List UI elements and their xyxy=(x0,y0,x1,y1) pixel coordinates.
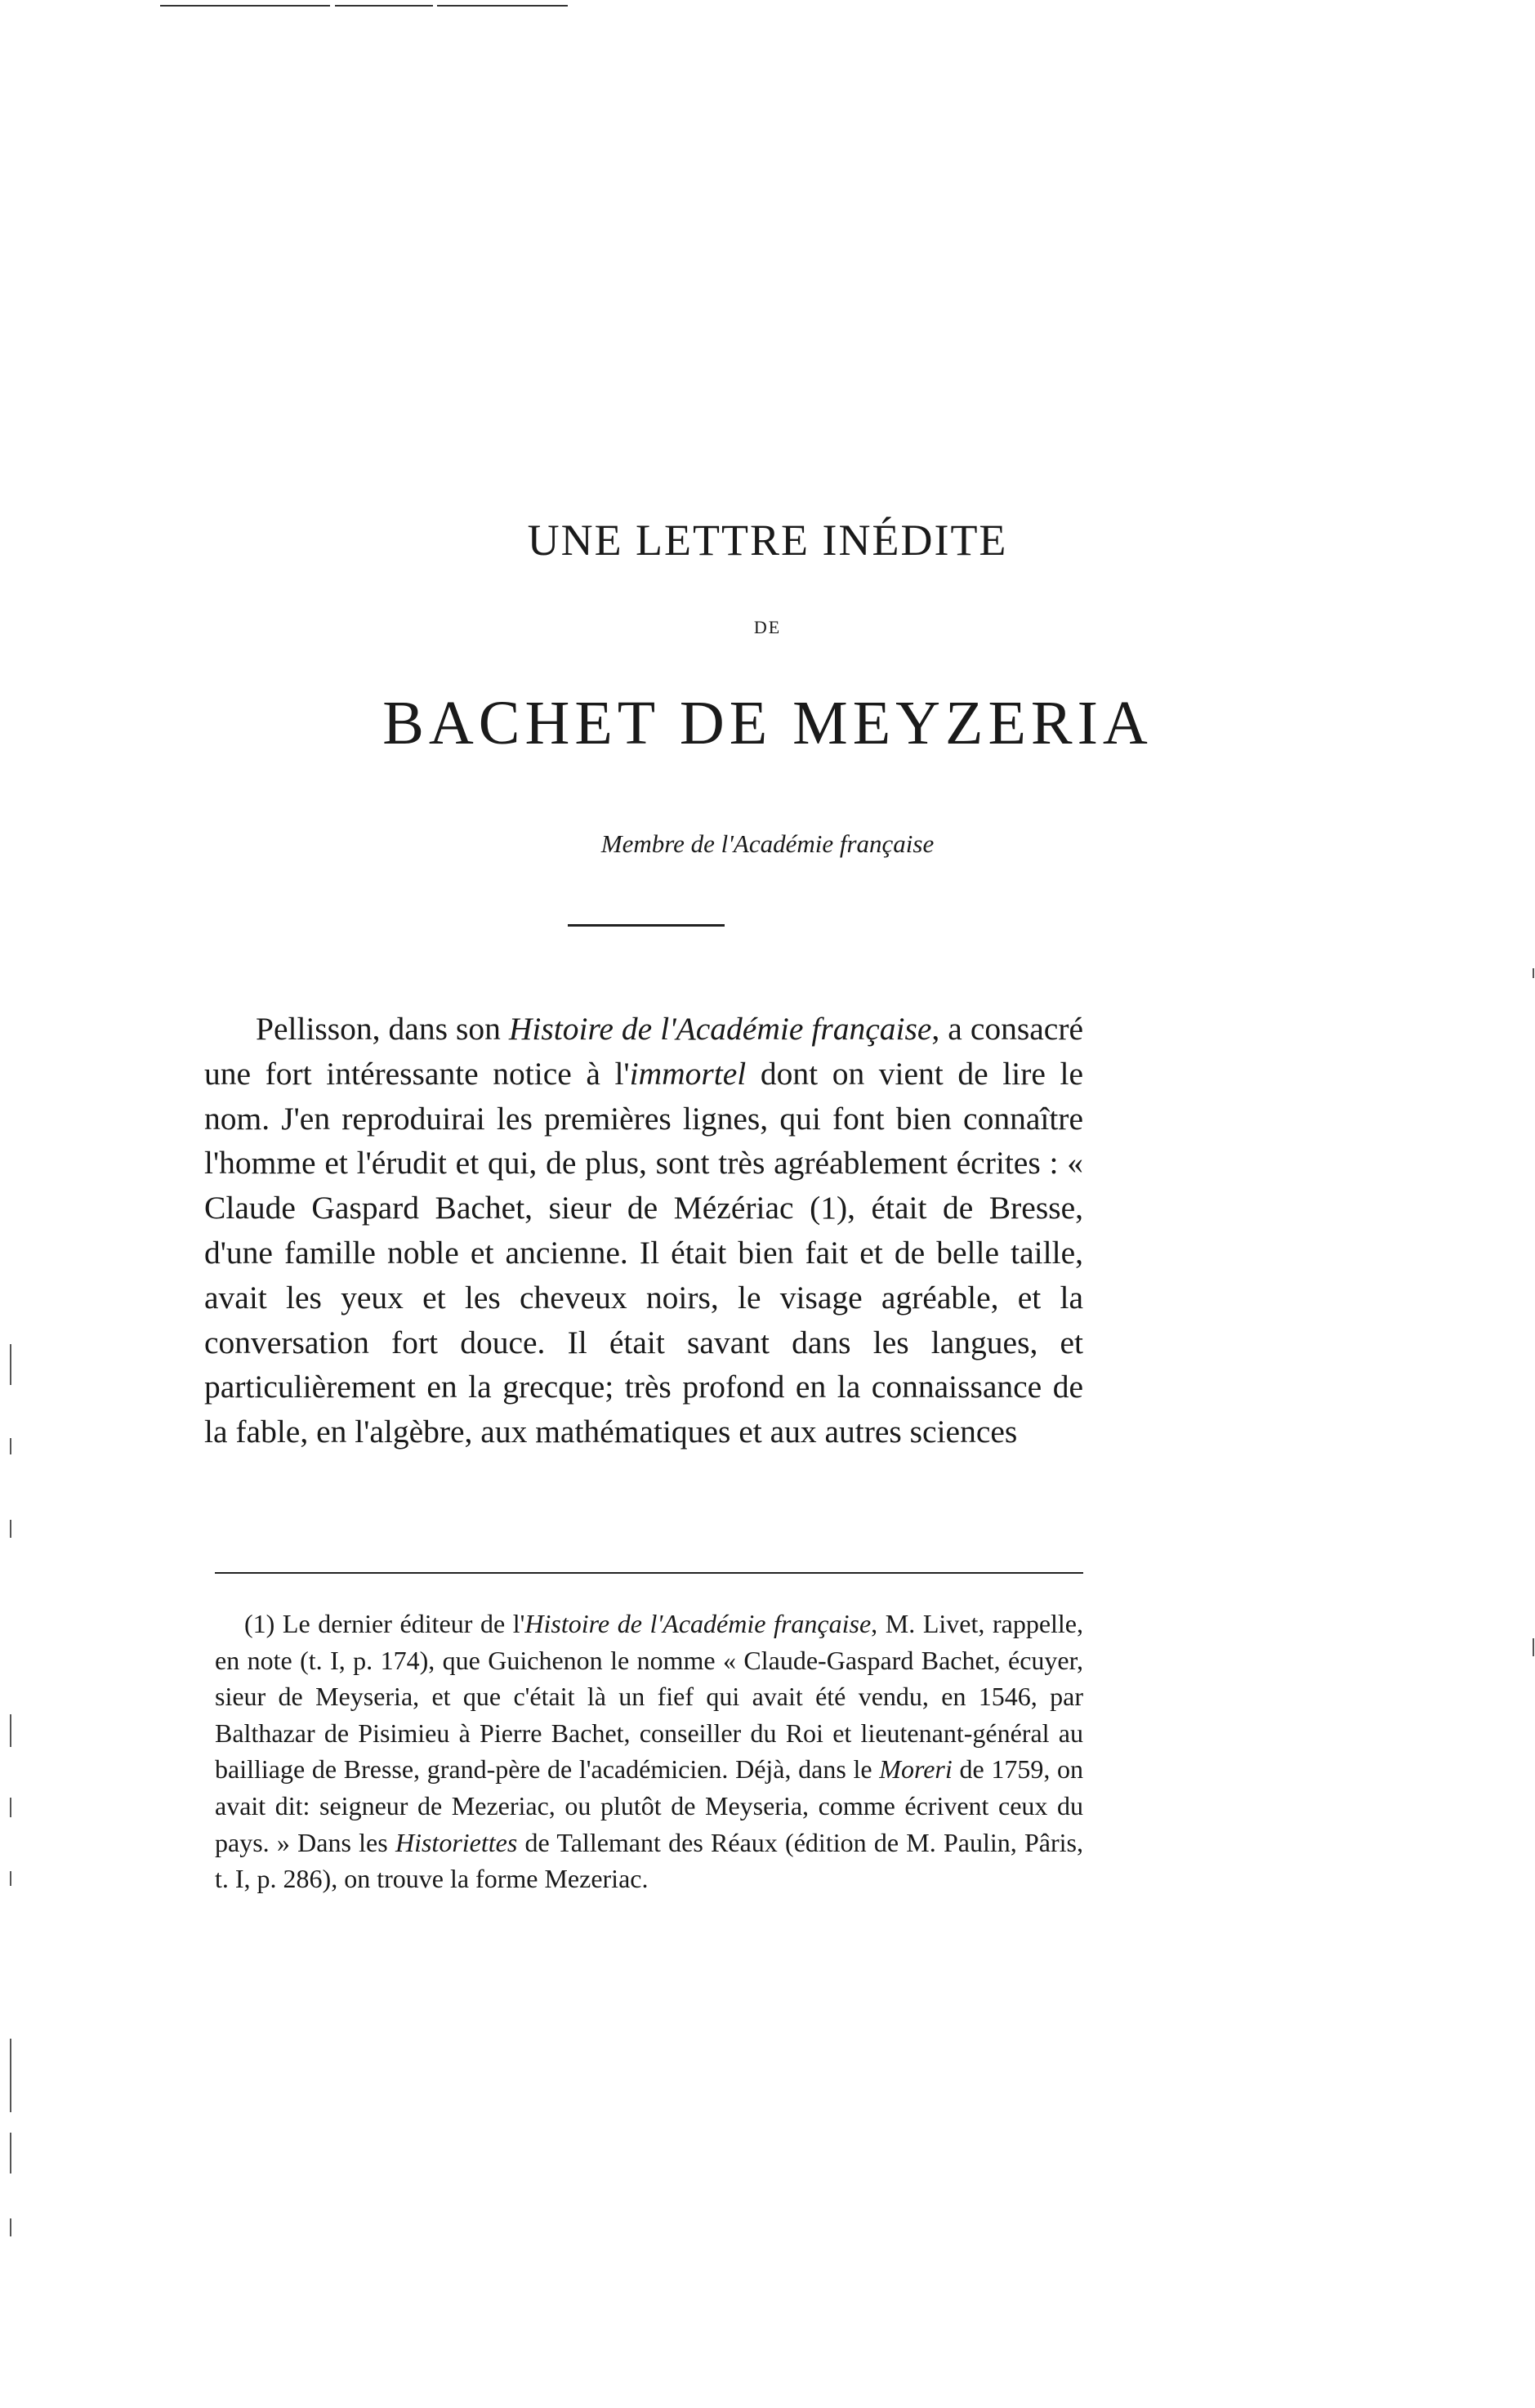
scan-edge-mark xyxy=(1533,1638,1534,1656)
scan-edge-mark xyxy=(10,2133,11,2173)
scan-edge-mark xyxy=(1533,968,1534,978)
scan-edge-mark xyxy=(10,1798,11,1817)
scan-edge-mark xyxy=(10,1871,11,1886)
top-edge-rule xyxy=(335,5,433,7)
book-title-italic: Historiettes xyxy=(395,1827,518,1857)
footnote-rule xyxy=(215,1572,1083,1574)
scan-edge-mark xyxy=(10,1714,11,1747)
scan-edge-mark xyxy=(10,1438,11,1454)
body-text-run: Pellisson, dans son xyxy=(256,1011,509,1047)
footnote-text-run: de 1759, on avait dit: seigneur de Mezeriac, ou plutôt de Meyseria, comme écrivent ceux du pays. » Dans les xyxy=(215,1754,1084,1857)
scan-edge-mark xyxy=(10,1344,11,1385)
footnote-text-run: , M. Livet, rappelle, en note (t. I, p. 174), que Guichenon le nomme « Claude-Gaspard Bachet, écuyer, sieur de Meyseria, et que c'était là un fief qui avait été vendu, en 1546, par Balthazar de Pisimieu à Pierre Bachet, conseiller du Roi et lieutenant-général au bailliage de Bresse, grand-père de l'académicien. Déjà, dans le xyxy=(215,1609,1083,1785)
scan-edge-mark xyxy=(10,1520,11,1538)
top-edge-rule xyxy=(160,5,330,7)
book-title-italic: Histoire de l'Académie française xyxy=(508,1011,932,1047)
scan-edge-mark xyxy=(10,2218,11,2236)
body-text-run: dont on vient de lire le nom. J'en reproduirai les premières lignes, qui font bien connaître l'homme et l'érudit et qui, de plus, sont très agréablement écrites : « Claude Gaspard Bachet, sieur de Mézériac (1), était de Bresse, d'une famille noble et ancienne. Il était bien fait et de belle taille, avait les yeux et les cheveux noirs, le visage agréable, et la conversation fort douce. Il était savant dans les langues, et particulièrement en la grecque; très profond en la connaissance de la fable, en l'algèbre, aux mathématiques et aux autres sciences xyxy=(204,1055,1083,1450)
article-title-line-1: UNE LETTRE INÉDITE xyxy=(527,516,1008,565)
body-paragraph xyxy=(204,1007,1083,1454)
book-title-italic: Moreri xyxy=(879,1754,953,1785)
article-title-line-2: BACHET DE MEYZERIA xyxy=(382,689,1153,757)
article-subtitle: Membre de l'Académie française xyxy=(600,829,935,858)
article-title-connector: DE xyxy=(753,617,782,637)
title-rule xyxy=(568,924,725,927)
footnote-text-run: de Tallemant des Réaux (édition de M. Paulin, Pâris, t. I, p. 286), on trouve la forme Mezeriac. xyxy=(215,1827,1084,1894)
emphasis-italic: immortel xyxy=(629,1055,747,1092)
footnote-text-run: (1) Le dernier éditeur de l' xyxy=(244,1609,525,1638)
top-edge-rule xyxy=(437,5,568,7)
body-text-run: , a consacré une fort intéressante notice à l' xyxy=(204,1011,1084,1092)
scan-edge-mark xyxy=(10,2039,11,2112)
book-title-italic: Histoire de l'Académie française xyxy=(524,1609,872,1638)
footnote xyxy=(215,1606,1083,1897)
